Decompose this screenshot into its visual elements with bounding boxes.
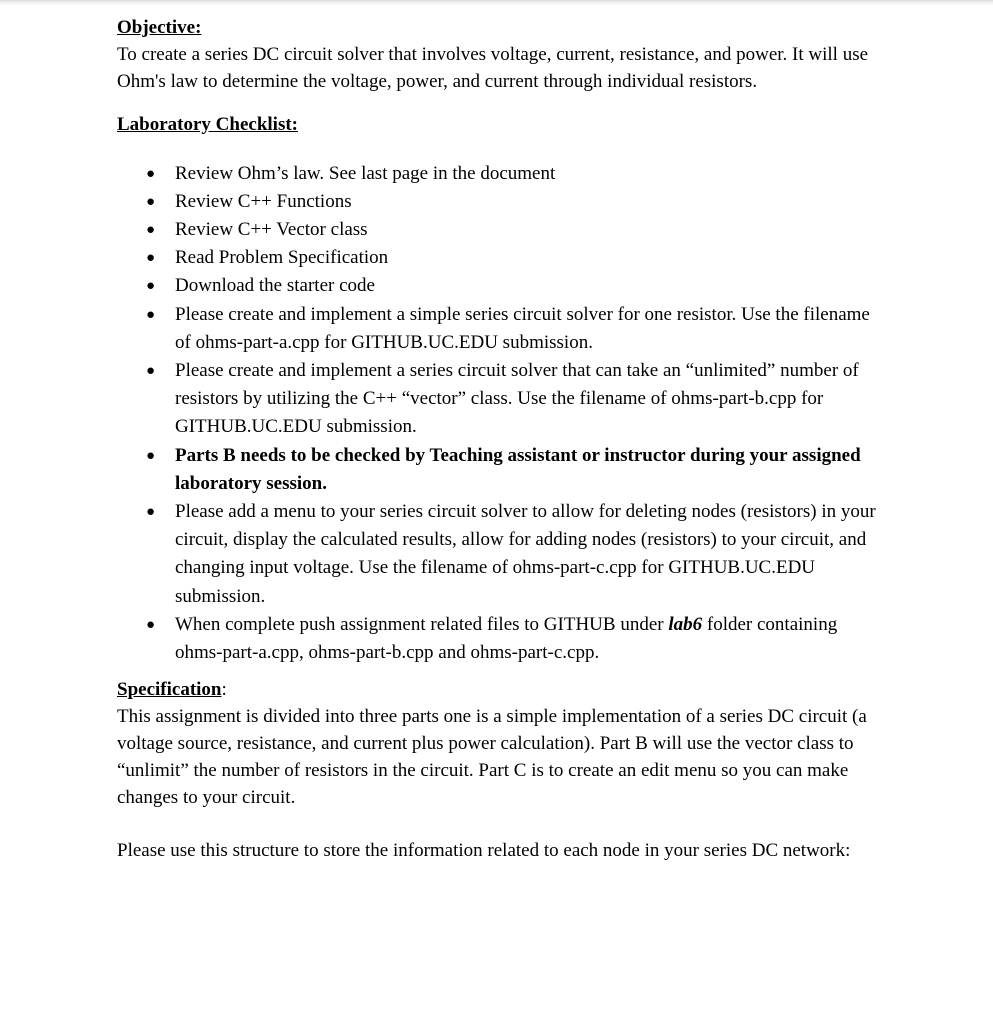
- checklist: [117, 160, 887, 668]
- list-item: [117, 188, 887, 216]
- bullet-icon: ●: [146, 306, 156, 323]
- specification-colon: :: [221, 679, 227, 701]
- list-item: [117, 244, 887, 272]
- document-page: [117, 12, 887, 864]
- bullet-icon: ●: [146, 447, 156, 464]
- list-item-text: Download the starter code: [175, 275, 375, 297]
- objective-text: To create a series DC circuit solver that involves voltage, current, resistance, and power. It will use Ohm's law to determine the voltage, power, and current through individual resistors.: [117, 44, 869, 93]
- list-item-bold: [117, 442, 887, 498]
- list-item-text: Read Problem Specification: [175, 247, 389, 269]
- bullet-icon: ●: [146, 222, 156, 238]
- list-item: [117, 216, 887, 244]
- bullet-icon: ●: [146, 165, 156, 182]
- specification-heading: Specification: [117, 679, 222, 701]
- list-item: [117, 301, 887, 357]
- folder-name: lab6: [668, 613, 703, 635]
- list-item-text: Review C++ Vector class: [175, 219, 368, 240]
- bullet-icon: ●: [146, 250, 156, 267]
- bullet-icon: ●: [146, 504, 156, 521]
- list-item-text: Review Ohm’s law. See last page in the document: [175, 162, 556, 184]
- structure-instruction: Please use this structure to store the information related to each node in your series DC network:: [117, 840, 851, 862]
- list-item-text-before: When complete push assignment related files to GITHUB under: [175, 613, 669, 635]
- list-item: [117, 357, 887, 442]
- list-item-text: Please create and implement a simple series circuit solver for one resistor. Use the filename of ohms-part-a.cpp for GITHUB.UC.EDU submission.: [175, 303, 870, 353]
- checklist-heading: Laboratory Checklist:: [117, 113, 299, 135]
- list-item-text: Review C++ Functions: [175, 190, 352, 212]
- list-item: [117, 160, 887, 188]
- list-item-text-after: folder containing ohms-part-a.cpp, ohms-part-b.cpp and ohms-part-c.cpp.: [175, 613, 838, 664]
- specification-heading-line: [117, 676, 887, 703]
- bullet-icon: ●: [146, 278, 156, 295]
- list-item-text: Parts B needs to be checked by Teaching assistant or instructor during your assigned laboratory session.: [175, 444, 861, 494]
- list-item: [117, 272, 887, 300]
- list-item-text: Please add a menu to your series circuit solver to allow for deleting nodes (resistors) in your circuit, display the calculated results, allow for adding nodes (resistors) to your circuit, and changing input voltage. Use the filename of ohms-part-c.cpp for GITHUB.UC.EDU submission.: [175, 501, 876, 607]
- specification-text: This assignment is divided into three parts one is a simple implementation of a series DC circuit (a voltage source, resistance, and current plus power calculation). Part B will use the vector class to “unlimit” the number of resistors in the circuit. Part C is to create an edit menu so you can make changes to your circuit.: [117, 706, 867, 809]
- objective-heading: Objective:: [117, 17, 202, 38]
- top-edge-shadow: [0, 0, 993, 6]
- list-item: [117, 498, 887, 611]
- bullet-icon: ●: [146, 193, 156, 210]
- bullet-icon: ●: [146, 363, 156, 380]
- list-item: [117, 611, 887, 667]
- list-item-text: Please create and implement a series circuit solver that can take an “unlimited” number of resistors by utilizing the C++ “vector” class. Use the filename of ohms-part-b.cpp for GITHUB.UC.EDU submission.: [175, 360, 859, 438]
- bullet-icon: ●: [146, 616, 156, 633]
